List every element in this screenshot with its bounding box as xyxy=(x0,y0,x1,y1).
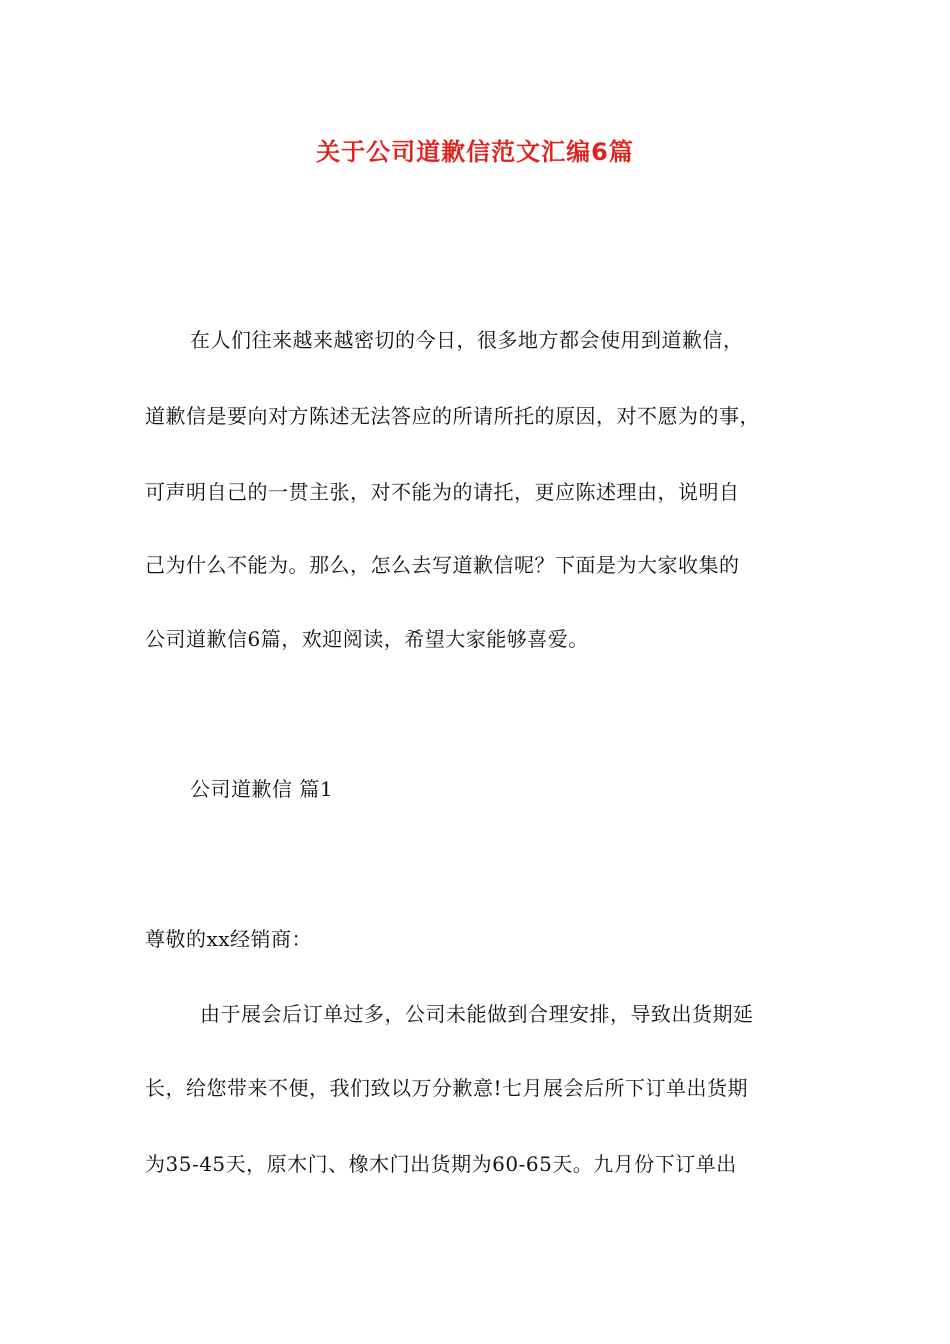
body-line-3: 为35-45天，原木门、橡木门出货期为60-65天。九月份下订单出 xyxy=(145,1152,737,1176)
body-line-2: 长，给您带来不便，我们致以万分歉意!七月展会后所下订单出货期 xyxy=(145,1076,749,1100)
salutation: 尊敬的xx经销商： xyxy=(145,927,313,951)
body-line-1: 由于展会后订单过多，公司未能做到合理安排，导致出货期延 xyxy=(200,1002,754,1026)
document-title: 关于公司道歉信范文汇编6篇 xyxy=(316,138,634,166)
intro-line-4: 己为什么不能为。那么，怎么去写道歉信呢？下面是为大家收集的 xyxy=(145,553,740,577)
intro-line-2: 道歉信是要向对方陈述无法答应的所请所托的原因，对不愿为的事， xyxy=(145,404,760,428)
intro-line-5: 公司道歉信6篇，欢迎阅读，希望大家能够喜爱。 xyxy=(145,627,589,651)
intro-line-3: 可声明自己的一贯主张，对不能为的请托，更应陈述理由，说明自 xyxy=(145,480,740,504)
section-heading: 公司道歉信 篇1 xyxy=(190,777,334,801)
intro-line-1: 在人们往来越来越密切的今日，很多地方都会使用到道歉信， xyxy=(190,328,744,352)
